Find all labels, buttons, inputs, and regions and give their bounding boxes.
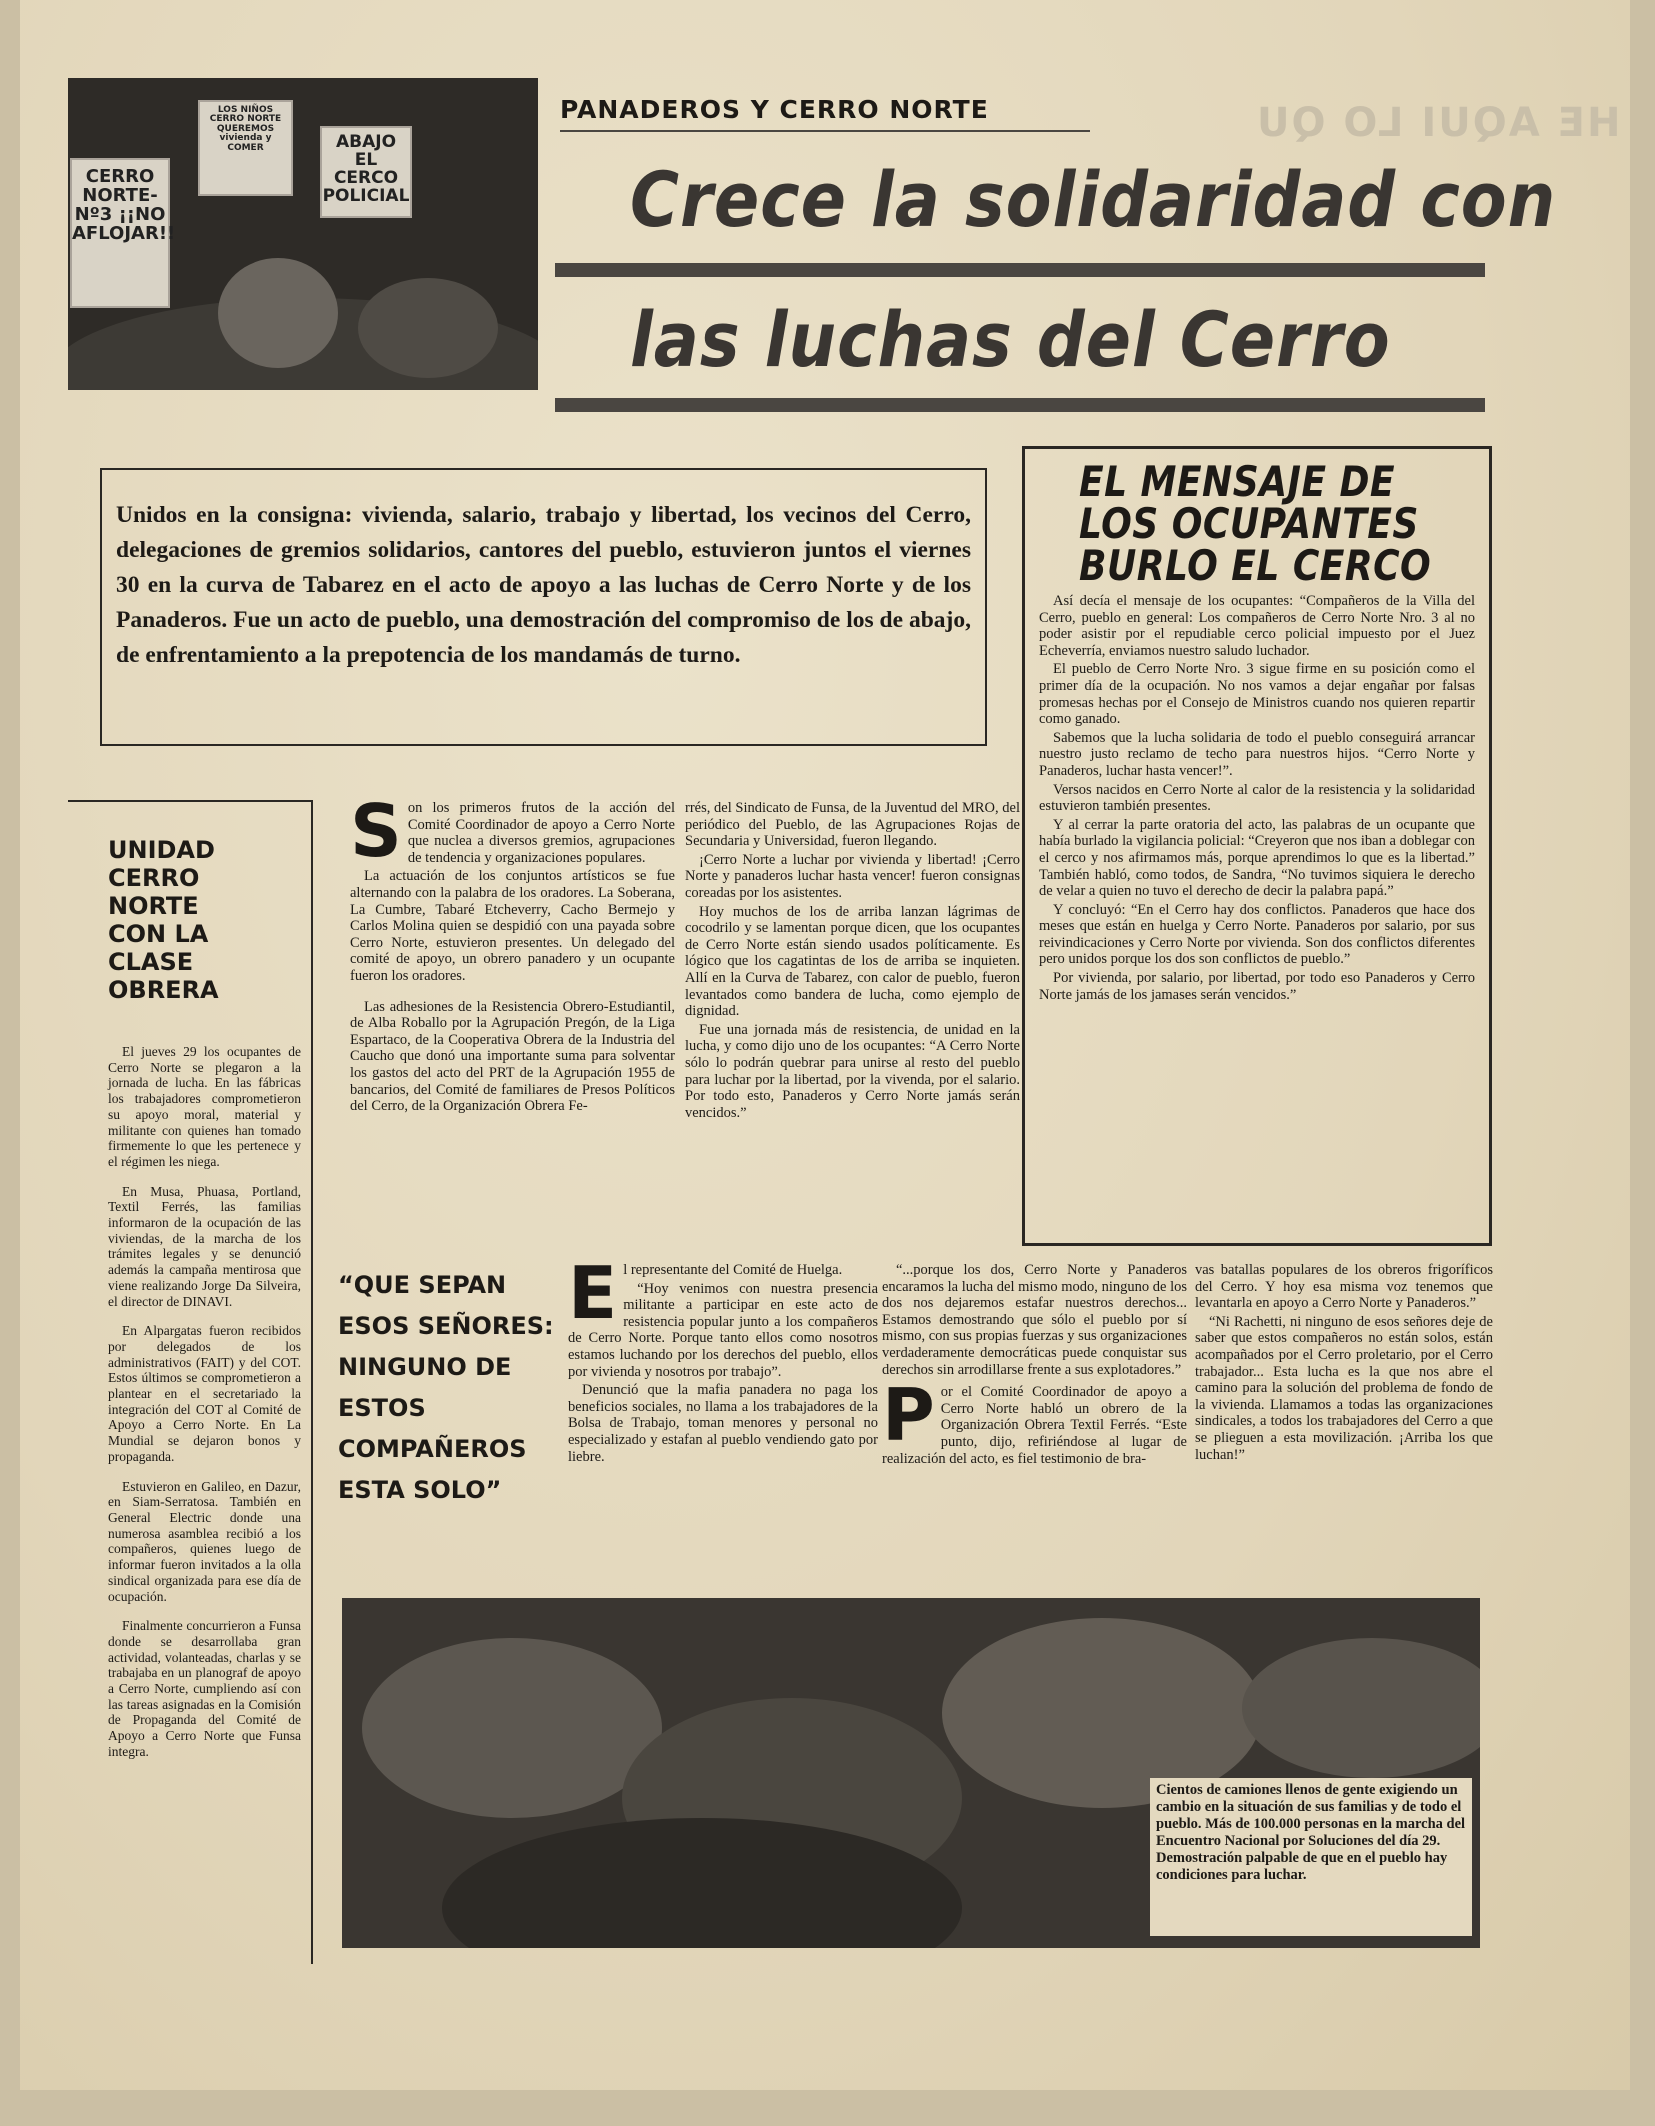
- message-box-title-1: EL MENSAJE DE: [1079, 457, 1396, 506]
- main-column-1: [350, 789, 675, 1117]
- lead-paragraph: Unidos en la consigna: vivienda, salario, trabajo y libertad, los vecinos del Cerro, delegaciones de gremios solidarios, cantores del pueblo, estuvieron juntos el viernes 30 en la curva de Tabarez en el acto de apoyo a las luchas de Cerro Norte y de los Panaderos. Fue un acto de pueblo, una demostración del compromiso de los de abajo, de enfrentamiento a la prepotencia de los mandamás de turno.: [116, 502, 971, 668]
- main-paragraph: on los primeros frutos de la acción del Comité Coordinador de apoyo a Cerro Norte que nuclea a diversos gremios, agrupaciones de tendencia y organizaciones populares.: [407, 800, 675, 866]
- sidebar-paragraph: Finalmente concurrieron a Funsa donde se desarrollaba gran actividad, volanteadas, charlas y se trabajaba en un planograf de apoyo a Cerro Norte, cumpliendo así con las tareas asignadas en la Comisión de Propaganda del Comité de Apoyo a Cerro Norte que Funsa integra.: [108, 1618, 301, 1759]
- dropcap-s: S: [350, 789, 402, 873]
- lower-paragraph: l representante del Comité de Huelga.: [623, 1262, 843, 1278]
- message-paragraph: Sabemos que la lucha solidaria de todo el pueblo conseguirá arrancar nuestro justo reclamo de techo para nuestros hijos. “Cerro Norte y Panaderos, luchar hasta vencer!”.: [1039, 729, 1475, 779]
- lower-column-3: [1195, 1262, 1493, 1465]
- message-paragraph: Versos nacidos en Cerro Norte al calor de la resistencia y la solidaridad estuvieron también presentes.: [1039, 781, 1475, 815]
- headline-rule-2: [555, 398, 1485, 412]
- newspaper-page: [20, 0, 1630, 2090]
- headline-line2: las luchas del Cerro: [630, 295, 1391, 384]
- sidebar-body: [108, 1044, 301, 1760]
- headline-line1: Crece la solidaridad con: [630, 155, 1557, 244]
- dropcap-e: E: [568, 1251, 618, 1335]
- lower-paragraph: “Hoy venimos con nuestra presencia militante a participar en este acto de resistencia popular junto a los compañeros de Cerro Norte. Porque tanto ellos como nosotros estamos luchando por los derechos del pueblo, ellos por vivienda y nosotros por trabajo”.: [568, 1280, 878, 1380]
- sidebar-paragraph: En Musa, Phuasa, Portland, Textil Ferrés, las familias informaron de la ocupación de las viviendas, de la marcha de los trámites legales y se denunció además la campaña mentirosa que viene realizando Jorge Da Silveira, el director de DINAVI.: [108, 1183, 301, 1309]
- main-paragraph: Hoy muchos de los de arriba lanzan lágrimas de cocodrilo y se lamentan porque dicen, que los ocupantes de Cerro Norte están siendo usados políticamente. Es lógico que los cagatintas de los de arriba se inquieten. Allí en la Curva de Tabarez, con calor de pueblo, fueron levantados como bandera de lucha, como ejemplo de dignidad.: [685, 903, 1020, 1020]
- main-paragraph: La actuación de los conjuntos artísticos se fue alternando con la palabra de los oradores. La Soberana, La Cumbre, Tabaré Etcheverry, Cacho Bermejo y Carlos Molina quien se despidió con una payada sobre Cerro Norte, estuvieron presentes. Un delegado del comité de apoyo, un obrero panadero y un ocupante fueron los oradores.: [350, 868, 675, 984]
- lower-paragraph: “...porque los dos, Cerro Norte y Panaderos encaramos la lucha del mismo modo, ninguno de los dos nos dejaremos estafar nuestros derechos... Estamos demostrando que sólo el pueblo por sí mismo, con sus propias fuerzas y sus organizaciones verdaderamente democráticas puede conquistar sus derechos sin arrodillarse frente a sus explotadores.”: [882, 1262, 1187, 1378]
- sidebar-paragraph: El jueves 29 los ocupantes de Cerro Norte se plegaron a la jornada de lucha. En las fábricas los trabajadores comprometieron su apoyo moral, material y militante con quienes han tomado firmemente lo que les pertenece y el régimen les niega.: [108, 1044, 301, 1169]
- message-paragraph: Así decía el mensaje de los ocupantes: “Compañeros de la Villa del Cerro, pueblo en general: Los compañeros de Cerro Norte Nro. 3 al no poder asistir por el repudiable cerco policial impuesto por el Juez Echeverría, enviamos nuestro saludo luchador.: [1039, 593, 1475, 659]
- message-paragraph: Y concluyó: “En el Cerro hay dos conflictos. Panaderos que hace dos meses que están en huelga y Cerro Norte. Panaderos por salario, por sus reivindicaciones y Cerro Norte por vivienda. Son dos conflictos diferentes pero unidos porque los dos son conflictos de pueblo.”: [1039, 901, 1475, 968]
- sidebar-paragraph: En Alpargatas fueron recibidos por delegados de los administrativos (FAIT) y del COT. Estos últimos se comprometieron a plantear en el secretariado la integración del COT al Comité de Apoyo a Cerro Norte. En La Mundial se dejaron bonos y propaganda.: [108, 1323, 301, 1464]
- main-column-2: [685, 800, 1020, 1123]
- section-kicker: PANADEROS Y CERRO NORTE: [560, 95, 989, 124]
- main-paragraph: Las adhesiones de la Resistencia Obrero-Estudiantil, de Alba Roballo por la Agrupación Pregón, de la Liga Espartaco, de la Cooperativa Obrera de la Industria del Caucho que donó una importante suma para solventar los gastos del acto del PRT de la Agrupación 1955 de bancarios, del Comité de familiares de Presos Políticos del Cerro, de la Organización Obrera Fe-: [350, 998, 675, 1115]
- main-paragraph: Fue una jornada más de resistencia, de unidad en la lucha, y como dijo uno de los ocupantes: “A Cerro Norte sólo lo podrán quebrar para unirse al resto del pueblo para luchar por la libertad, por la vivenda, por el salario. Por todo esto, Panaderos y Cerro Norte jamás serán vencidos.”: [685, 1021, 1020, 1121]
- lower-paragraph: Denunció que la mafia panadera no paga los beneficios sociales, no llama a los trabajadores de la Bolsa de Trabajo, toman menores y personal no especializado y estafan al pueblo vendiendo gato por liebre.: [568, 1382, 878, 1465]
- kicker-underline: [560, 130, 1090, 132]
- message-paragraph: Por vivienda, por salario, por libertad, por todo eso Panaderos y Cerro Norte jamás de los jamases serán vencidos.”: [1039, 970, 1475, 1003]
- top-photo: [68, 78, 538, 390]
- message-box-title-2: LOS OCUPANTES: [1079, 499, 1419, 548]
- message-box: [1022, 446, 1492, 1246]
- photo-caption: Cientos de camiones llenos de gente exigiendo un cambio en la situación de sus familias y de todo el pueblo. Más de 100.000 personas en la marcha del Encuentro Nacional por Soluciones del día 29. Demostración palpable de que en el pueblo hay condiciones para luchar.: [1150, 1778, 1472, 1936]
- sidebar-paragraph: Estuvieron en Galileo, en Dazur, en Siam-Serratosa. También en General Electric donde una numerosa asamblea recibió a los compañeros, quienes luego de informar fueron invitados a la olla sindical organizada para ese día de ocupación.: [108, 1478, 301, 1604]
- headline-rule-1: [555, 263, 1485, 277]
- main-paragraph: ¡Cerro Norte a luchar por vivienda y libertad! ¡Cerro Norte y panaderos luchar hasta vencer! fueron consignas coreadas por los asistentes.: [685, 851, 1020, 901]
- lower-paragraph: “Ni Rachetti, ni ninguno de esos señores deje de saber que estos compañeros no están solos, están acompañados por el Cerro proletario, por el Cerro trabajador... Esta lucha es la que nos abre el camino para la solución del problema de fondo de la vivienda. Llamamos a todas las organizaciones sindicales, a todos los trabajadores del Cerro a que se plieguen a esta movilización. ¡Arriba los que luchan!”: [1195, 1313, 1493, 1463]
- dropcap-p: P: [882, 1373, 935, 1458]
- message-box-title-3: BURLO EL CERCO: [1079, 541, 1432, 590]
- lower-paragraph: vas batallas populares de los obreros frigoríficos del Cerro. Y hoy esa misma voz tenemos que levantarla en apoyo a Cerro Norte y Panaderos.”: [1195, 1262, 1493, 1312]
- bleed-through-text: HE AQUI LO QU: [1255, 100, 1621, 146]
- lower-column-2: [882, 1262, 1187, 1469]
- pull-quote: “QUE SEPAN ESOS SEÑORES: NINGUNO DE ESTOS COMPAÑEROS ESTA SOLO”: [338, 1271, 554, 1504]
- lead-box: [100, 468, 987, 746]
- sidebar-heading: UNIDAD CERRO NORTE CON LA CLASE OBRERA: [108, 836, 219, 1004]
- protest-sign-middle: LOS NIÑOS CERRO NORTE QUEREMOS vivienda y COMER: [198, 100, 293, 196]
- message-paragraph: El pueblo de Cerro Norte Nro. 3 sigue firme en su posición como el primer día de la ocupación. No nos vamos a dejar engañar por falsas promesas hechas por el Consejo de Ministros cuando nos quieren repartir como ganado.: [1039, 661, 1475, 728]
- lower-paragraph: or el Comité Coordinador de apoyo a Cerro Norte habló un obrero de la Organización Obrera Textil Ferrés. “Este punto, dijo, refiriéndose al lugar de realización del acto, es fiel testimonio de bra-: [882, 1384, 1187, 1467]
- protest-sign-left: CERRO NORTE-Nº3 ¡¡NO AFLOJAR!!: [70, 158, 170, 308]
- message-paragraph: Y al cerrar la parte oratoria del acto, las palabras de un ocupante que había burlado la vigilancia policial: “Creyeron que nos iban a doblegar con el cerco y nos afirmamos más, porque aprendimos lo que es la libertad.” También habló, como todos, de Sandra, “No tuvimos siquiera le derecho de velar a quien no tuvo el derecho de decir la palabra papá.”: [1039, 816, 1475, 900]
- main-paragraph: rrés, del Sindicato de Funsa, de la Juventud del MRO, del periódico del Pueblo, de las Agrupaciones Rojas de Secundaria y Universidad, fueron llegando.: [685, 800, 1020, 850]
- sidebar-box: [68, 800, 313, 1964]
- protest-sign-right: ABAJO EL CERCO POLICIAL: [320, 126, 412, 218]
- lower-column-1: [568, 1251, 878, 1467]
- message-box-body: [1039, 593, 1475, 1003]
